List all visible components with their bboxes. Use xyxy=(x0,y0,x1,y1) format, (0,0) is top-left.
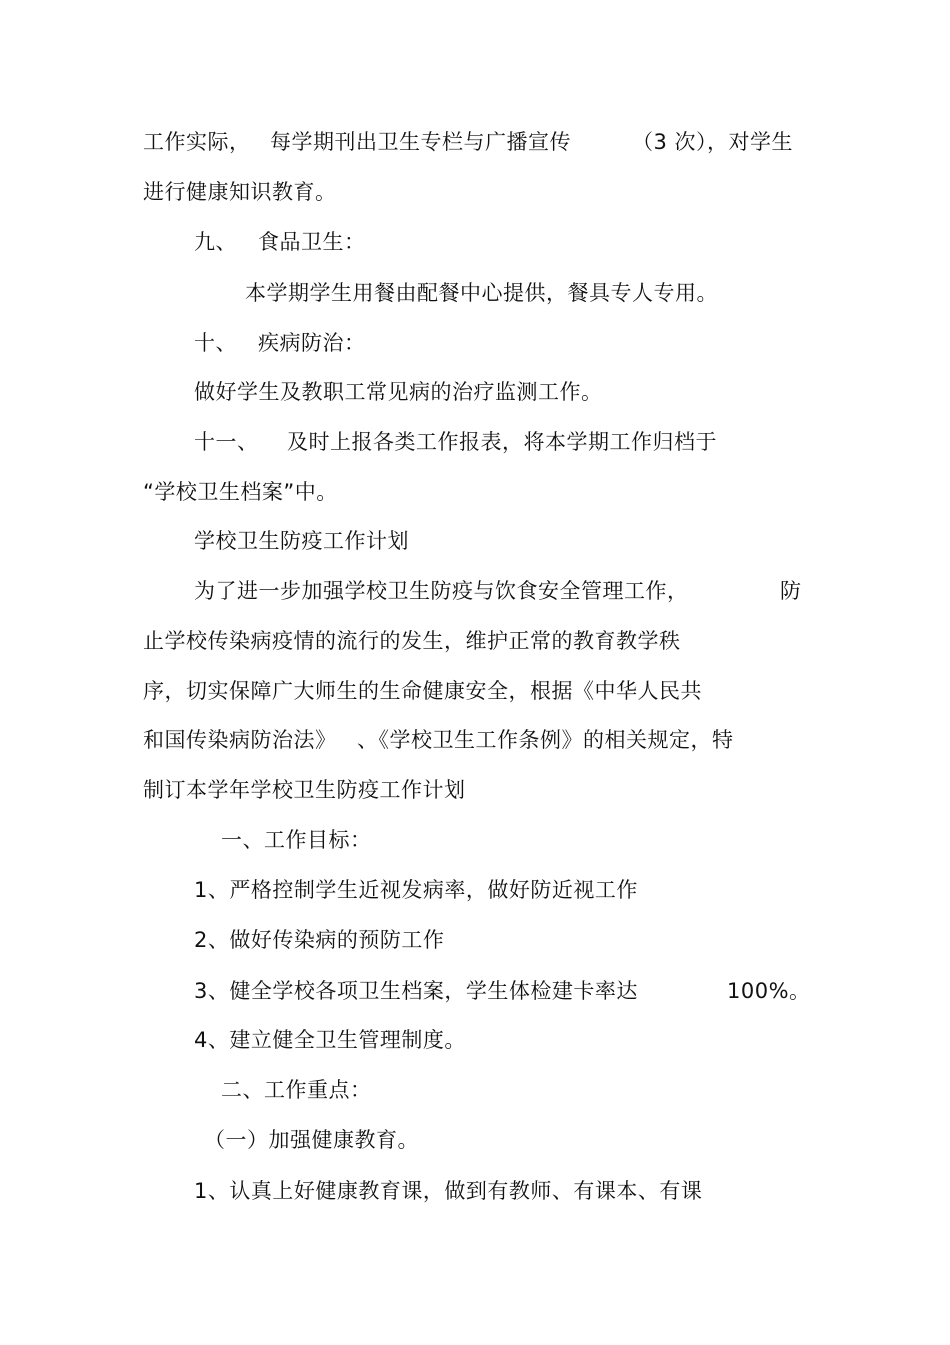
section-number: 九、 xyxy=(194,230,237,254)
text-segment: 100%。 xyxy=(727,979,811,1003)
text-segment: 1、认真上好健康教育课，做到有教师、有课本、有课 xyxy=(194,1179,703,1203)
document-title xyxy=(194,527,409,555)
text-segment: 2、做好传染病的预防工作 xyxy=(194,928,445,952)
text-segment: 3、健全学校各项卫生档案，学生体检建卡率达 xyxy=(194,979,638,1003)
list-item xyxy=(194,1026,466,1054)
body-text-line xyxy=(194,577,689,605)
section-heading xyxy=(194,329,237,357)
body-text-line xyxy=(143,677,702,705)
body-text-line xyxy=(143,128,251,156)
body-text-line xyxy=(245,279,718,307)
section-title: 疾病防治： xyxy=(258,331,366,355)
percentage-value xyxy=(727,977,811,1005)
body-text-line xyxy=(632,128,793,156)
text-segment: 、《学校卫生工作条例》的相关规定，特 xyxy=(357,728,734,752)
section-heading xyxy=(287,428,717,456)
text-segment: 工作实际， xyxy=(143,130,251,154)
section-heading xyxy=(194,428,259,456)
list-item xyxy=(194,876,638,904)
section-heading xyxy=(258,329,366,357)
text-segment: 止学校传染病疫情的流行的发生，维护正常的教育教学秩 xyxy=(143,629,681,653)
text-segment: 制订本学年学校卫生防疫工作计划 xyxy=(143,778,466,802)
body-text-line xyxy=(143,726,337,754)
body-text-line xyxy=(194,378,603,406)
text-segment: 为了进一步加强学校卫生防疫与饮食安全管理工作， xyxy=(194,579,689,603)
section-title: 食品卫生： xyxy=(258,230,366,254)
section-number: 十、 xyxy=(194,331,237,355)
body-text-line xyxy=(143,178,337,206)
list-item xyxy=(194,926,444,954)
section-title: （一）加强健康教育。 xyxy=(204,1128,419,1152)
text-segment: 1、严格控制学生近视发病率，做好防近视工作 xyxy=(194,878,638,902)
text-segment: “学校卫生档案”中。 xyxy=(143,480,338,504)
section-heading xyxy=(258,228,366,256)
text-segment: 进行健康知识教育。 xyxy=(143,180,337,204)
text-segment: 序，切实保障广大师生的生命健康安全，根据《中华人民共 xyxy=(143,679,702,703)
list-item xyxy=(194,1177,702,1205)
section-heading xyxy=(194,228,237,256)
section-heading xyxy=(221,1076,372,1104)
body-text-line xyxy=(357,726,734,754)
text-segment: 和国传染病防治法》 xyxy=(143,728,337,752)
subsection-heading xyxy=(204,1126,419,1154)
body-text-line xyxy=(143,776,466,804)
body-text-line xyxy=(143,478,338,506)
body-text-line xyxy=(143,627,681,655)
body-text-line xyxy=(780,577,802,605)
text-segment: 防 xyxy=(780,579,802,603)
section-title: 一、工作目标： xyxy=(221,828,372,852)
list-item xyxy=(194,977,638,1005)
text-segment: （3 次），对学生 xyxy=(632,130,794,154)
text-segment: 本学期学生用餐由配餐中心提供，餐具专人专用。 xyxy=(245,281,718,305)
text-segment: 每学期刊出卫生专栏与广播宣传 xyxy=(270,130,571,154)
text-segment: 4、建立健全卫生管理制度。 xyxy=(194,1028,466,1052)
section-heading xyxy=(221,826,372,854)
body-text-line xyxy=(270,128,571,156)
title-text: 学校卫生防疫工作计划 xyxy=(194,529,409,553)
section-title: 二、工作重点： xyxy=(221,1078,372,1102)
section-title: 及时上报各类工作报表，将本学期工作归档于 xyxy=(287,430,717,454)
text-segment: 做好学生及教职工常见病的治疗监测工作。 xyxy=(194,380,603,404)
section-number: 十一、 xyxy=(194,430,259,454)
